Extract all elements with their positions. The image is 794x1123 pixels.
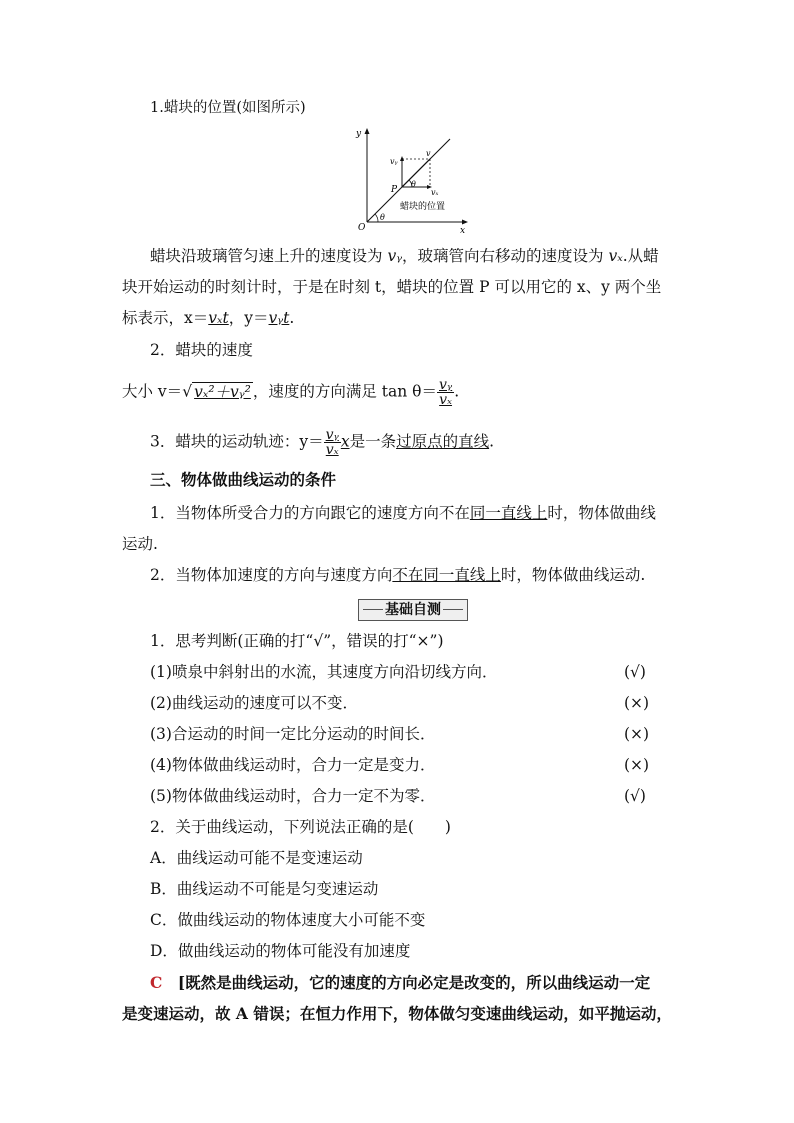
question-2-title: 2．关于曲线运动，下列说法正确的是( ) bbox=[150, 818, 451, 836]
y-axis-arrow bbox=[365, 128, 370, 134]
answer-line-cont: 是变速运动，故 A 错误；在恒力作用下，物体做匀变速曲线运动，如平抛运动， bbox=[122, 1004, 672, 1023]
tan-fraction: $\frac{\text{vᵧ}}{\text{vₓ}}$ bbox=[439, 377, 453, 408]
judge-mark: (√) bbox=[624, 787, 646, 805]
option-a: A．曲线运动可能不是变速运动 bbox=[150, 849, 363, 867]
label-theta-2: θ bbox=[380, 213, 385, 222]
answer-line: C [既然是曲线运动，它的速度的方向必定是改变的，所以曲线运动一定 bbox=[150, 973, 651, 992]
judge-mark: (√) bbox=[624, 663, 646, 681]
section-title-position: 1.蜡块的位置(如图所示) bbox=[150, 100, 306, 116]
x-axis-arrow bbox=[462, 220, 468, 225]
label-y: y bbox=[356, 129, 362, 139]
label-origin: O bbox=[358, 223, 366, 233]
label-vy: vᵧ bbox=[390, 157, 398, 166]
section-title-speed: 2．蜡块的速度 bbox=[150, 341, 253, 359]
condition-1-cont: 运动. bbox=[122, 535, 158, 553]
answer-letter: C bbox=[150, 973, 163, 992]
condition-2: 2．当物体加速度的方向与速度方向不在同一直线上时，物体做曲线运动. bbox=[150, 566, 646, 584]
option-b: B．曲线运动不可能是匀变速运动 bbox=[150, 880, 379, 898]
judge-item: (3)合运动的时间一定比分运动的时间长． bbox=[150, 725, 436, 743]
judge-item: (5)物体做曲线运动时，合力一定不为零． bbox=[150, 787, 436, 805]
label-v: v bbox=[426, 149, 431, 158]
paragraph-line: 蜡块沿玻璃管匀速上升的速度设为 vᵧ，玻璃管向右移动的速度设为 vₓ.从蜡 bbox=[150, 247, 659, 265]
question-1-title: 1．思考判断(正确的打“√”，错误的打“×”) bbox=[150, 632, 444, 650]
position-diagram bbox=[350, 126, 470, 238]
label-p: P bbox=[391, 185, 398, 195]
section-heading-conditions: 三、物体做曲线运动的条件 bbox=[150, 470, 337, 489]
judge-item: (1)喷泉中斜射出的水流，其速度方向沿切线方向． bbox=[150, 663, 498, 681]
label-x: x bbox=[460, 226, 466, 236]
judge-item: (4)物体做曲线运动时，合力一定是变力． bbox=[150, 756, 436, 774]
judge-mark: (×) bbox=[624, 694, 650, 712]
judge-mark: (×) bbox=[624, 756, 650, 774]
paragraph-line: 块开始运动的时刻计时，于是在时刻 t，蜡块的位置 P 可以用它的 x、y 两个坐 bbox=[122, 278, 662, 296]
self-test-banner: 基础自测 bbox=[358, 599, 468, 621]
paragraph-line: 标表示，x＝vₓt，y＝vᵧt. bbox=[122, 309, 295, 327]
speed-formula: 大小 v＝√ vₓ²＋vᵧ² ，速度的方向满足 tan θ＝ $\frac{\text{vᵧ}}{\text{vₓ}}$ . bbox=[122, 377, 460, 408]
option-d: D．做曲线运动的物体可能没有加速度 bbox=[150, 942, 411, 960]
condition-1: 1．当物体所受合力的方向跟它的速度方向不在同一直线上时，物体做曲线 bbox=[150, 504, 656, 522]
trajectory-fraction: $\frac{\text{vᵧ}}{\text{vₓ}}$ bbox=[325, 427, 339, 458]
figure-caption: 蜡块的位置 bbox=[400, 202, 446, 212]
judge-item: (2)曲线运动的速度可以不变． bbox=[150, 694, 358, 712]
label-theta-1: θ bbox=[411, 180, 416, 189]
judge-mark: (×) bbox=[624, 725, 650, 743]
label-vx: vₓ bbox=[431, 188, 439, 197]
trajectory-formula: 3．蜡块的运动轨迹：y＝ $\frac{\text{vᵧ}}{\text{vₓ}}$ x是一条过原点的直线. bbox=[150, 427, 495, 458]
v-vector bbox=[402, 159, 430, 187]
option-c: C．做曲线运动的物体速度大小可能不变 bbox=[150, 911, 426, 929]
